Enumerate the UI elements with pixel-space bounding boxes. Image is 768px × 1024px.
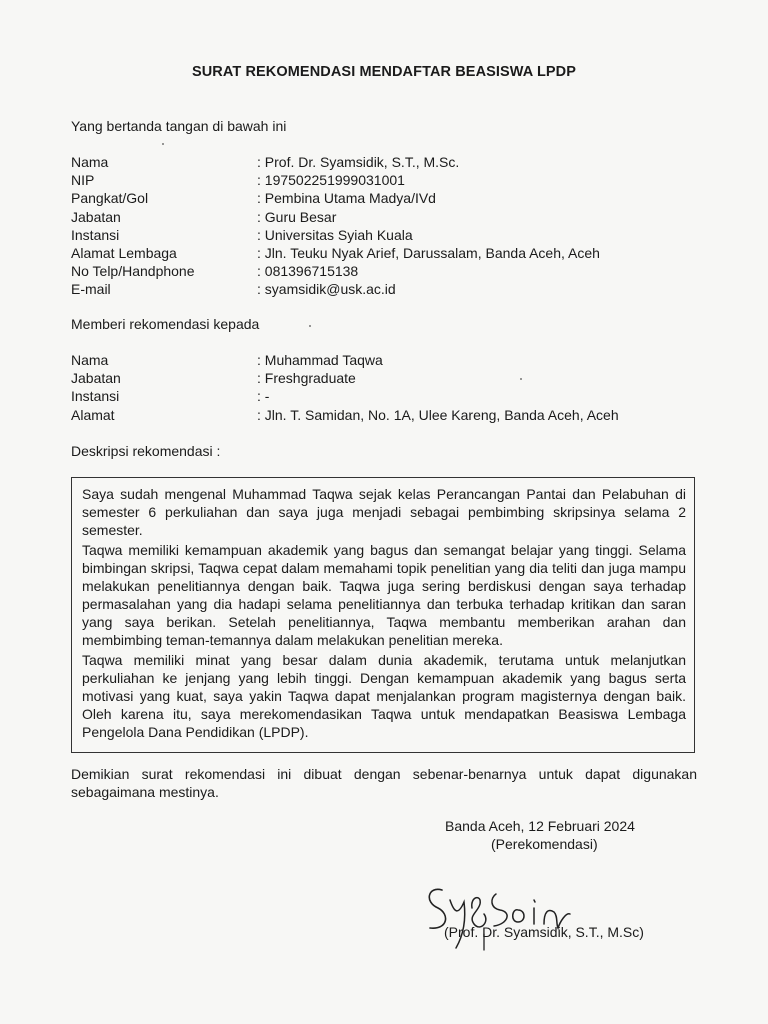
detail-label: Nama <box>71 154 109 170</box>
detail-value: : 197502251999031001 <box>257 172 405 189</box>
detail-value: : Muhammad Taqwa <box>257 352 383 368</box>
detail-row <box>71 189 671 207</box>
place-date: Banda Aceh, 12 Februari 2024 <box>445 818 635 834</box>
detail-label: Alamat <box>71 406 115 423</box>
detail-value: : Prof. Dr. Syamsidik, S.T., M.Sc. <box>257 154 460 170</box>
detail-value: : Pembina Utama Madya/IVd <box>257 190 436 207</box>
description-label: Deskripsi rekomendasi : <box>71 443 221 459</box>
detail-label: E-mail <box>71 281 111 298</box>
detail-row <box>71 406 671 424</box>
detail-value: : Freshgraduate <box>257 370 356 387</box>
scan-speck <box>309 325 311 327</box>
detail-row <box>71 226 671 244</box>
detail-row <box>71 369 671 387</box>
closing-text: Demikian surat rekomendasi ini dibuat dengan sebenar-benarnya untuk dapat digunakan sebagaimana mestinya. <box>71 766 697 800</box>
signer-role: (Perekomendasi) <box>491 836 598 852</box>
detail-value: : Jln. Teuku Nyak Arief, Darussalam, Banda Aceh, Aceh <box>257 244 600 261</box>
description-box <box>71 477 695 753</box>
detail-row <box>71 387 671 405</box>
detail-label: NIP <box>71 172 95 189</box>
detail-value: : 081396715138 <box>257 263 359 280</box>
detail-label: Alamat Lembaga <box>71 244 177 261</box>
recommendee-details <box>71 351 671 424</box>
recommender-details <box>71 153 671 299</box>
recommend-to-label: Memberi rekomendasi kepada <box>71 316 260 332</box>
letter-title: SURAT REKOMENDASI MENDAFTAR BEASISWA LPDP <box>191 64 577 80</box>
detail-row <box>71 208 671 226</box>
detail-value: : syamsidik@usk.ac.id <box>257 281 396 298</box>
detail-row <box>71 171 671 189</box>
description-paragraph: Saya sudah mengenal Muhammad Taqwa sejak kelas Perancangan Pantai dan Pelabuhan di semester 6 perkuliahan dan saya juga menjadi sebagai pembimbing skripsinya selama 2 semester. <box>82 486 686 538</box>
detail-row <box>71 351 671 369</box>
detail-row <box>71 244 671 262</box>
detail-value: : - <box>257 388 270 405</box>
detail-value: : Jln. T. Samidan, No. 1A, Ulee Kareng, Banda Aceh, Aceh <box>257 406 619 423</box>
detail-label: Nama <box>71 352 109 368</box>
scan-speck <box>520 378 522 380</box>
description-paragraph: Taqwa memiliki minat yang besar dalam dunia akademik, terutama untuk melanjutkan perkuliahan ke jenjang yang lebih tinggi. Dengan kemampuan akademik yang bagus serta motivasi yang kuat, saya yakin Taqwa dapat menjalankan program magisternya dengan baik. Oleh karena itu, saya merekomendasikan Taqwa untuk mendapatkan Beasiswa Lembaga Pengelola Dana Pendidikan (LPDP). <box>82 652 686 740</box>
description-paragraph: Taqwa memiliki kemampuan akademik yang bagus dan semangat belajar yang tinggi. Selama bimbingan skripsi, Taqwa cepat dalam memahami topik penelitian yang dia teliti dan juga mampu melakukan penelitiannya dengan baik. Taqwa juga sering berdiskusi dengan saya terhadap permasalahan yang dia hadapi selama penelitiannya dan terbuka terhadap kritikan dan saran yang saya berikan. Setelah penelitiannya, Taqwa membantu memberikan arahan dan membimbing teman-temannya dalam melakukan penelitian mereka. <box>82 542 686 648</box>
detail-value: : Guru Besar <box>257 208 337 225</box>
intro-text: Yang bertanda tangan di bawah ini <box>71 118 287 134</box>
detail-label: Pangkat/Gol <box>71 190 149 207</box>
signature-image <box>420 872 580 952</box>
detail-row <box>71 280 671 298</box>
detail-label: Jabatan <box>71 370 121 387</box>
detail-label: Instansi <box>71 226 120 243</box>
detail-value: : Universitas Syiah Kuala <box>257 226 413 243</box>
detail-row <box>71 153 671 171</box>
detail-label: Jabatan <box>71 208 121 225</box>
detail-row <box>71 262 671 280</box>
detail-label: No Telp/Handphone <box>71 263 195 280</box>
signer-name: (Prof. Dr. Syamsidik, S.T., M.Sc) <box>444 924 644 940</box>
detail-label: Instansi <box>71 388 120 405</box>
scan-speck <box>162 143 164 145</box>
